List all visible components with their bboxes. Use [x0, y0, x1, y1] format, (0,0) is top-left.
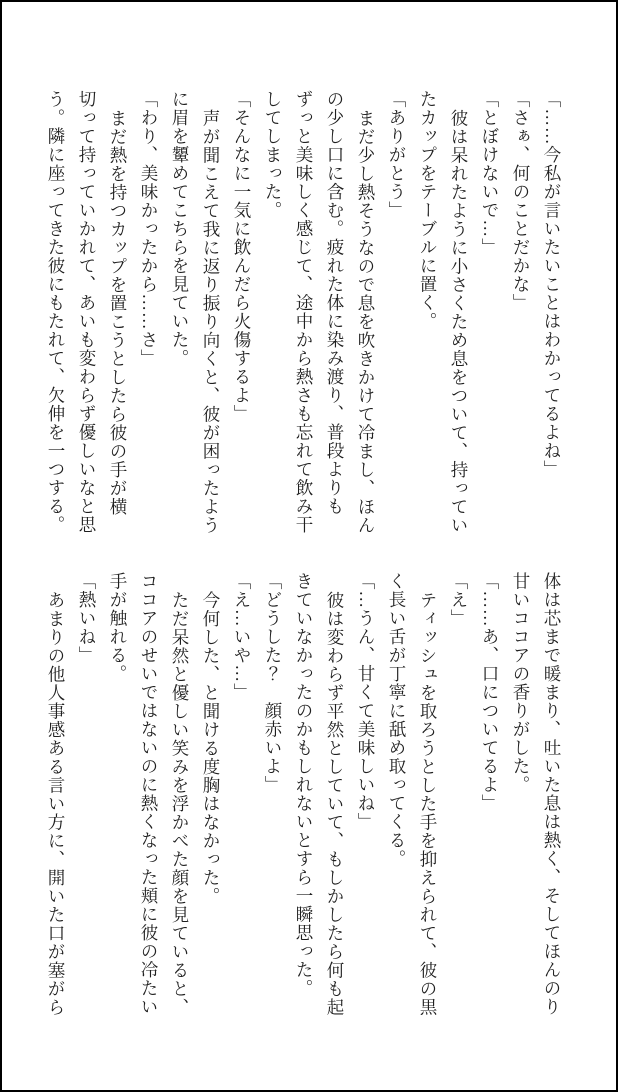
narrative-paragraph: ティッシュを取ろうとした手を抑えられて、彼の黒く長い舌が丁寧に舐め取ってくる。	[387, 572, 438, 1016]
text-block-upper	[35, 90, 567, 536]
dialogue-line: 「さぁ、何のことだかな」	[511, 90, 531, 312]
dialogue-line: 「わり、美味かったから……さ」	[139, 90, 159, 368]
dialogue-line: 「ありがとう」	[387, 90, 407, 220]
narrative-paragraph: まだ熱を持つカップを置こうとしたら彼の手が横切って持っていかれて、あいも変わらず優しいなと思う。隣に座ってきた彼にもたれて、欠伸を一つする。	[46, 90, 128, 534]
dialogue-line: 「熱いね」	[77, 572, 97, 665]
narrative-paragraph: まだ少し熱そうなので息を吹きかけて冷まし、ほんの少し口に含む。疲れた体に染み渡り、普段よりもずっと美味しく感じて、途中から熱さも忘れて飲み干してしまった。	[263, 90, 376, 534]
dialogue-line: 「……今私が言いたいことはわかってるよね」	[542, 90, 562, 479]
narrative-paragraph: 彼は呆れたように小さくため息をついて、持っていたカップをテーブルに置く。	[418, 90, 469, 534]
narrative-paragraph: 体は芯まで暖まり、吐いた息は熱く、そしてほんのり甘いココアの香りがした。	[511, 572, 562, 1016]
narrative-paragraph: 声が聞こえて我に返り振り向くと、彼が困ったように眉を顰めてこちらを見ていた。	[170, 90, 221, 534]
dialogue-line: 「…うん、甘くて美味しいね」	[356, 572, 376, 831]
narrative-paragraph: 彼は変わらず平然としていて、もしかしたら何も起きていなかったのかもしれないとすら一瞬思った。	[294, 572, 345, 1016]
dialogue-line: 「どうした？ 顔赤いよ」	[263, 572, 283, 794]
text-block-lower	[35, 572, 567, 1018]
dialogue-line: 「え」	[449, 572, 469, 628]
narrative-paragraph: ただ呆然と優しい笑みを浮かべた顔を見ていると、ココアのせいではないのに熱くなった頬に彼の冷たい手が触れる。	[108, 572, 190, 1016]
narrative-paragraph: 今何した、と聞ける度胸はなかった。	[201, 590, 221, 905]
dialogue-line: 「とぼけないで…」	[480, 90, 500, 257]
narrative-paragraph: あまりの他人事感ある言い方に、開いた口が塞がら	[46, 590, 66, 1016]
dialogue-line: 「え…いや…」	[232, 572, 252, 702]
dialogue-line: 「そんなに一気に飲んだら火傷するよ」	[232, 90, 252, 423]
dialogue-line: 「……あ、口についてるよ」	[480, 572, 500, 813]
